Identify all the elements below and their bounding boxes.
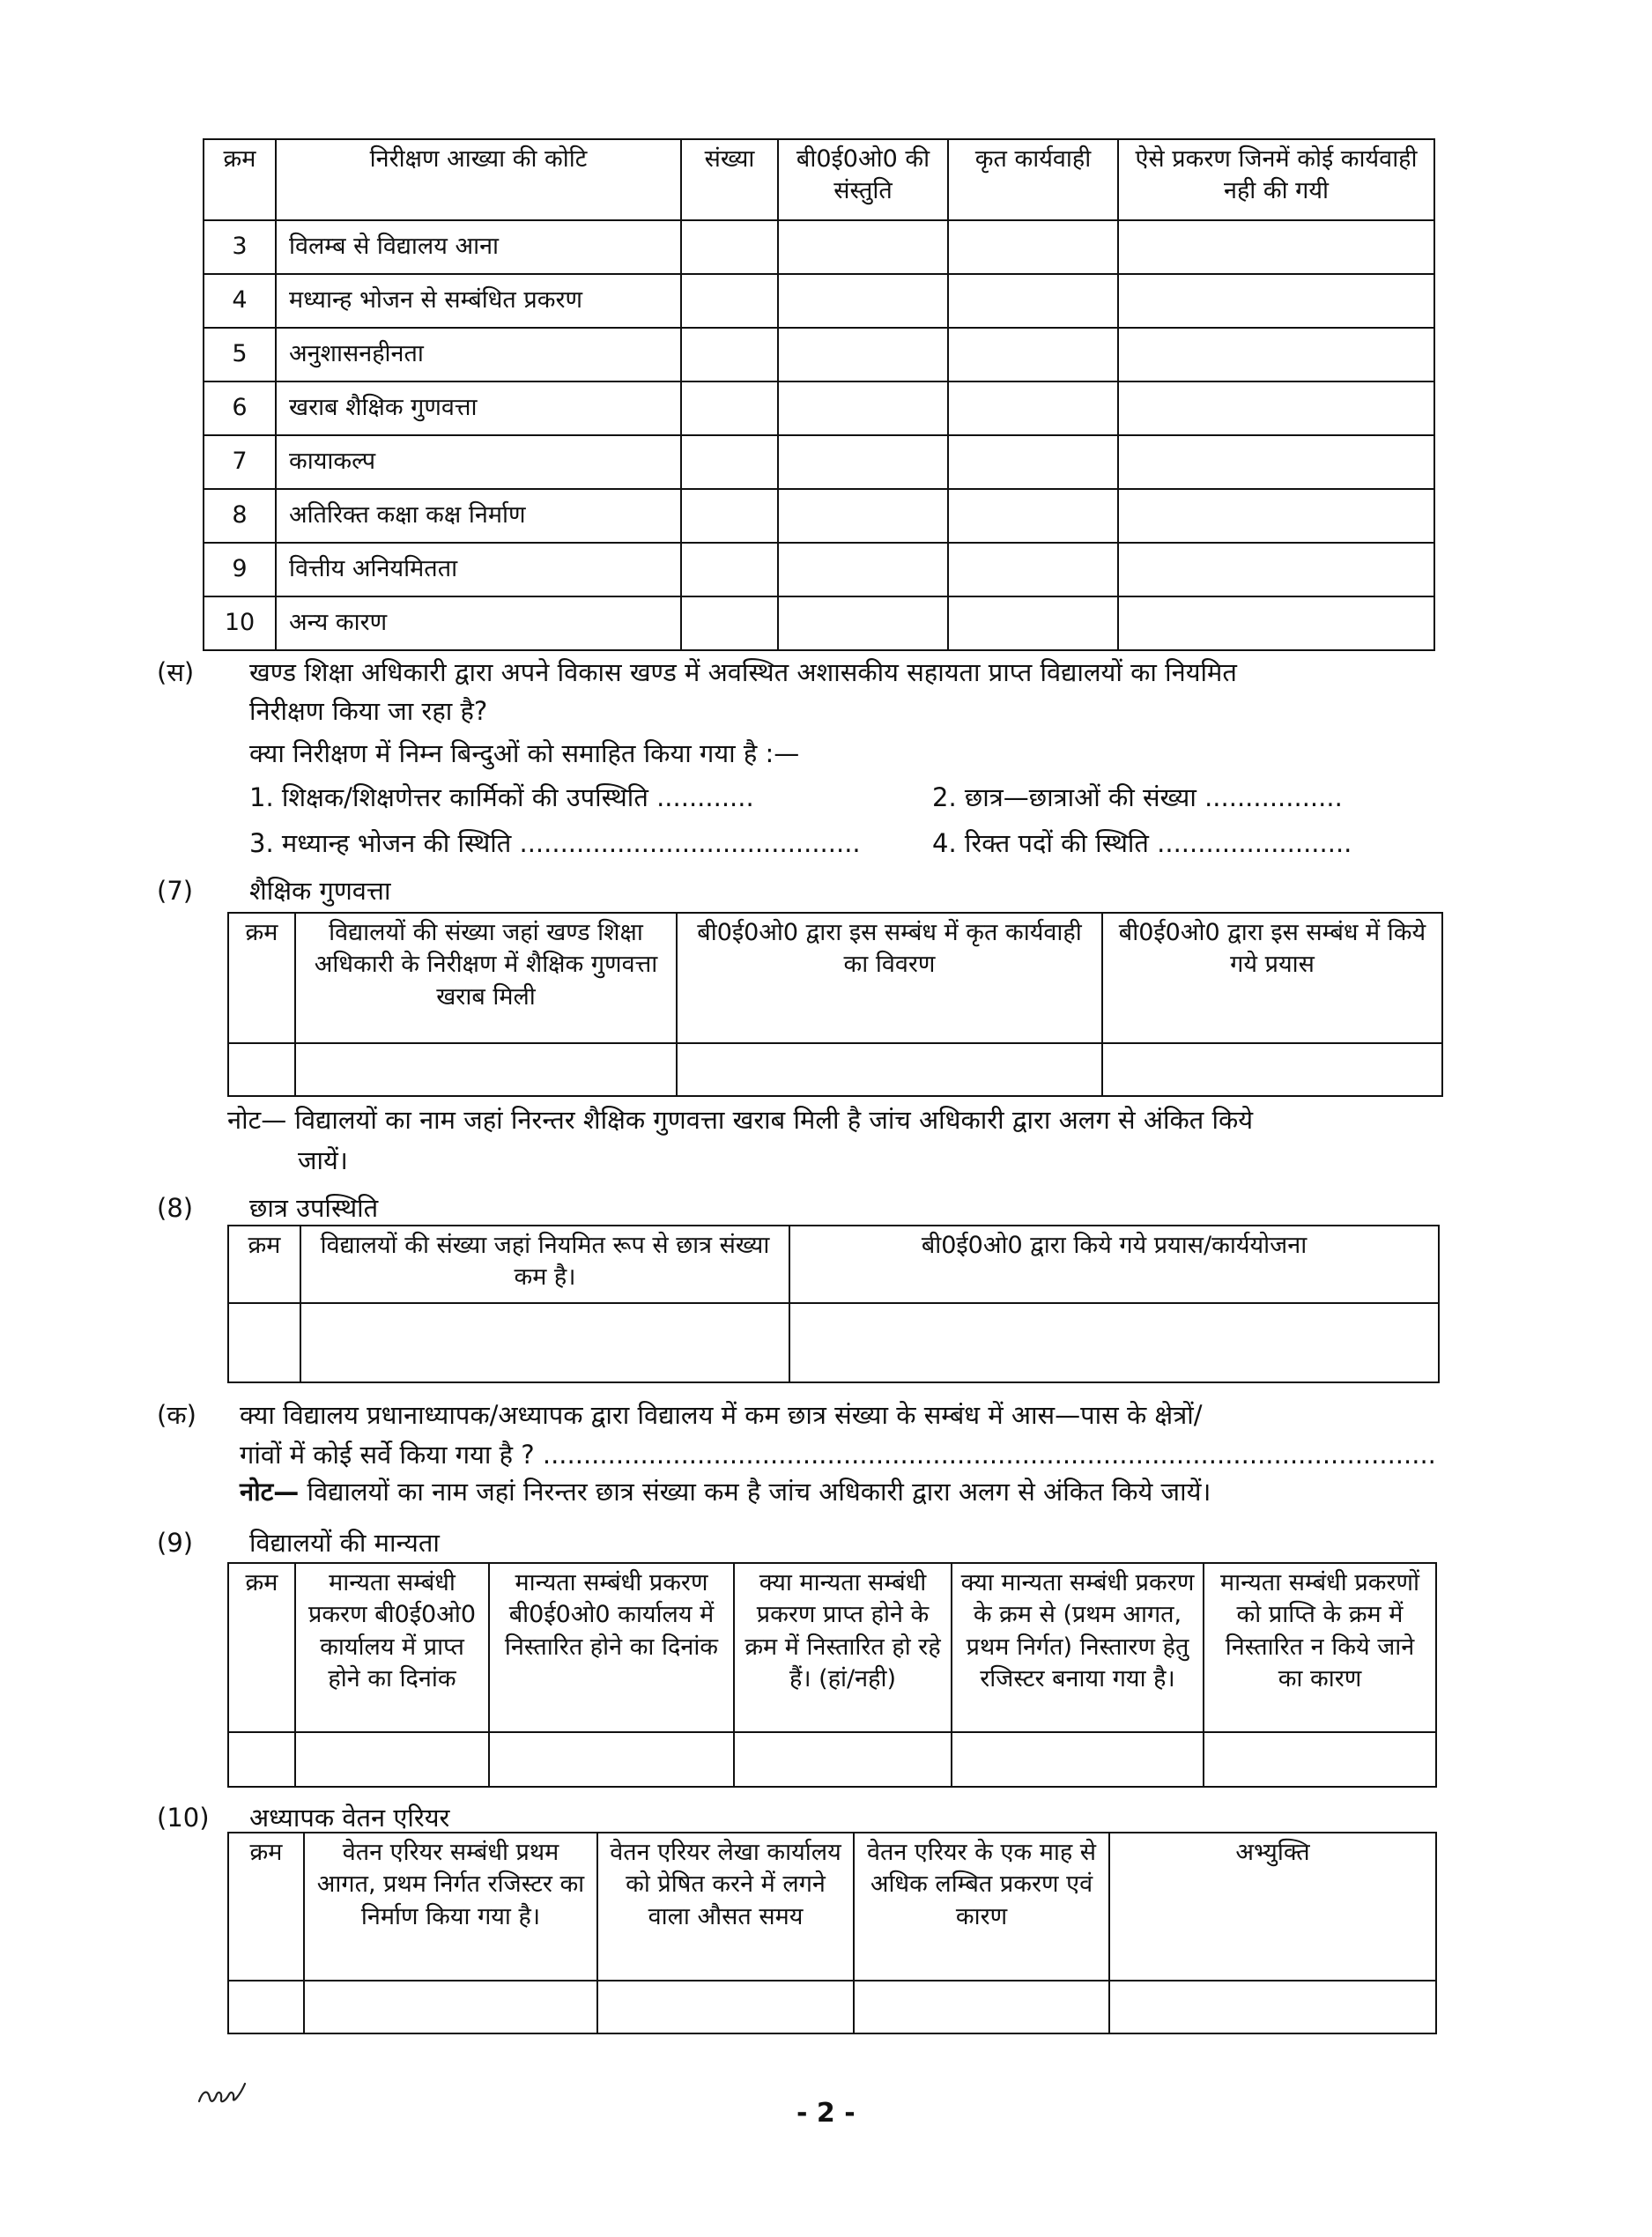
section-s-line1: खण्ड शिक्षा अधिकारी द्वारा अपने विकास खण्ड में अवस्थित अशासकीय सहायता प्राप्त विद्यालयों का नियमित <box>249 657 1237 687</box>
section-s-line2: निरीक्षण किया जा रहा है? <box>249 696 488 726</box>
empty-cell <box>948 435 1118 489</box>
empty-cell <box>597 1981 854 2033</box>
empty-cell <box>228 1043 295 1096</box>
empty-cell <box>681 435 778 489</box>
section-k-line1: क्या विद्यालय प्रधानाध्यापक/अध्यापक द्वारा विद्यालय में कम छात्र संख्या के सम्बंध में आस—पास के क्षेत्रों/ <box>240 1400 1203 1430</box>
table-header-row <box>228 1226 1439 1303</box>
empty-cell <box>948 543 1118 596</box>
row-number: 9 <box>204 543 276 596</box>
row-number: 5 <box>204 328 276 381</box>
section-7-note: नोट— विद्यालयों का नाम जहां निरन्तर शैक्षिक गुणवत्ता खराब मिली है जांच अधिकारी द्वारा अलग से अंकित किये <box>227 1105 1254 1135</box>
section-k-marker: (क) <box>157 1400 196 1430</box>
col-header-efforts: बी0ई0ओ0 द्वारा इस सम्बंध में किये गये प्रयास <box>1102 913 1442 1043</box>
table-header-row <box>204 139 1434 220</box>
table-row <box>204 220 1434 274</box>
section-10-marker: (10) <box>157 1803 210 1833</box>
empty-cell <box>295 1732 489 1787</box>
empty-cell <box>1118 328 1434 381</box>
section-9-marker: (9) <box>157 1528 194 1558</box>
table-row <box>228 1303 1439 1382</box>
col-header-no-action: ऐसे प्रकरण जिनमें कोई कार्यवाही नही की गयी <box>1118 139 1434 220</box>
empty-cell <box>854 1981 1109 2033</box>
col-header-count: संख्या <box>681 139 778 220</box>
row-label: खराब शैक्षिक गुणवत्ता <box>276 381 681 435</box>
col-header-kram: क्रम <box>228 1833 304 1981</box>
empty-cell <box>948 381 1118 435</box>
table-header-row <box>228 1563 1436 1732</box>
teacher-salary-arrear-table <box>227 1832 1437 2034</box>
empty-cell <box>681 328 778 381</box>
col-header-fifo-register: वेतन एरियर सम्बंधी प्रथम आगत, प्रथम निर्गत रजिस्टर का निर्माण किया गया है। <box>304 1833 597 1981</box>
empty-cell <box>1118 381 1434 435</box>
empty-cell <box>1204 1732 1436 1787</box>
empty-cell <box>778 274 948 328</box>
col-header-efforts-plan: बी0ई0ओ0 द्वारा किये गये प्रयास/कार्ययोजना <box>789 1226 1439 1303</box>
col-header-remarks: अभ्युक्ति <box>1109 1833 1436 1981</box>
empty-cell <box>948 220 1118 274</box>
col-header-action-taken: कृत कार्यवाही <box>948 139 1118 220</box>
table-header-row <box>228 913 1442 1043</box>
empty-cell <box>789 1303 1439 1382</box>
empty-cell <box>489 1732 734 1787</box>
empty-cell <box>295 1043 677 1096</box>
school-recognition-table <box>227 1562 1437 1788</box>
table-row <box>228 1043 1442 1096</box>
empty-cell <box>734 1732 952 1787</box>
table-row <box>228 1981 1436 2033</box>
empty-cell <box>681 220 778 274</box>
empty-cell <box>1118 220 1434 274</box>
checklist-item: 3. मध्यान्ह भोजन की स्थिति .......................................... <box>249 828 861 858</box>
empty-cell <box>778 328 948 381</box>
row-label: अतिरिक्त कक्षा कक्ष निर्माण <box>276 489 681 543</box>
table-row <box>204 435 1434 489</box>
empty-cell <box>1118 274 1434 328</box>
empty-cell <box>948 274 1118 328</box>
table-row <box>204 381 1434 435</box>
row-label: अनुशासनहीनता <box>276 328 681 381</box>
empty-cell <box>952 1732 1204 1787</box>
row-label: अन्य कारण <box>276 596 681 650</box>
row-number: 3 <box>204 220 276 274</box>
section-7-title: शैक्षिक गुणवत्ता <box>249 876 391 906</box>
empty-cell <box>778 435 948 489</box>
handwritten-initials <box>196 2075 248 2110</box>
empty-cell <box>681 381 778 435</box>
checklist-item: 2. छात्र—छात्राओं की संख्या ................. <box>932 782 1343 812</box>
section-7-marker: (7) <box>157 876 194 906</box>
empty-cell <box>948 328 1118 381</box>
empty-cell <box>948 489 1118 543</box>
page-number: - 2 - <box>796 2098 856 2129</box>
section-8-marker: (8) <box>157 1193 194 1223</box>
empty-cell <box>304 1981 597 2033</box>
empty-cell <box>1118 489 1434 543</box>
empty-cell <box>778 596 948 650</box>
row-number: 7 <box>204 435 276 489</box>
section-10-title: अध्यापक वेतन एरियर <box>249 1803 450 1833</box>
empty-cell <box>778 381 948 435</box>
col-header-disposed-date: मान्यता सम्बंधी प्रकरण बी0ई0ओ0 कार्यालय में निस्तारित होने का दिनांक <box>489 1563 734 1732</box>
col-header-kram: क्रम <box>228 1226 300 1303</box>
row-label: मध्यान्ह भोजन से सम्बंधित प्रकरण <box>276 274 681 328</box>
row-label: विलम्ब से विद्यालय आना <box>276 220 681 274</box>
empty-cell <box>681 489 778 543</box>
col-header-kram: क्रम <box>228 1563 295 1732</box>
col-header-kram: क्रम <box>204 139 276 220</box>
row-number: 4 <box>204 274 276 328</box>
table-row <box>204 274 1434 328</box>
table-row <box>204 596 1434 650</box>
empty-cell <box>228 1981 304 2033</box>
empty-cell <box>681 274 778 328</box>
inspection-category-table <box>203 138 1435 651</box>
empty-cell <box>1118 596 1434 650</box>
col-header-reason: मान्यता सम्बंधी प्रकरणों को प्राप्ति के क्रम में निस्तारित न किये जाने का कारण <box>1204 1563 1436 1732</box>
section-s-marker: (स) <box>157 657 195 687</box>
empty-cell <box>228 1303 300 1382</box>
col-header-average-time: वेतन एरियर लेखा कार्यालय को प्रेषित करने में लगने वाला औसत समय <box>597 1833 854 1981</box>
empty-cell <box>228 1732 295 1787</box>
section-k-note <box>240 1473 1211 1512</box>
note-label: नोट— <box>240 1477 300 1507</box>
table-header-row <box>228 1833 1436 1981</box>
empty-cell <box>778 220 948 274</box>
table-row <box>204 328 1434 381</box>
empty-cell <box>300 1303 789 1382</box>
col-header-action-details: बी0ई0ओ0 द्वारा इस सम्बंध में कृत कार्यवाही का विवरण <box>677 913 1102 1043</box>
empty-cell <box>948 596 1118 650</box>
empty-cell <box>778 489 948 543</box>
row-label: वित्तीय अनियमितता <box>276 543 681 596</box>
col-header-received-date: मान्यता सम्बंधी प्रकरण बी0ई0ओ0 कार्यालय में प्राप्त होने का दिनांक <box>295 1563 489 1732</box>
col-header-register: क्या मान्यता सम्बंधी प्रकरण के क्रम से (प्रथम आगत, प्रथम निर्गत) निस्तारण हेतु रजिस्टर बनाया गया है। <box>952 1563 1204 1732</box>
empty-cell <box>1118 543 1434 596</box>
col-header-kram: क्रम <box>228 913 295 1043</box>
empty-cell <box>677 1043 1102 1096</box>
col-header-low-enrollment: विद्यालयों की संख्या जहां नियमित रूप से छात्र संख्या कम है। <box>300 1226 789 1303</box>
row-number: 6 <box>204 381 276 435</box>
section-8-title: छात्र उपस्थिति <box>249 1193 379 1223</box>
empty-cell <box>681 596 778 650</box>
empty-cell <box>1109 1981 1436 2033</box>
table-row <box>204 543 1434 596</box>
col-header-pending-cases: वेतन एरियर के एक माह से अधिक लम्बित प्रकरण एवं कारण <box>854 1833 1109 1981</box>
row-number: 10 <box>204 596 276 650</box>
section-k-line2: गांवों में कोई सर्वे किया गया है ? .............................................................................................................. <box>240 1440 1436 1470</box>
col-header-school-count: विद्यालयों की संख्या जहां खण्ड शिक्षा अधिकारी के निरीक्षण में शैक्षिक गुणवत्ता खराब मिली <box>295 913 677 1043</box>
row-number: 8 <box>204 489 276 543</box>
checklist-item: 1. शिक्षक/शिक्षणेत्तर कार्मिकों की उपस्थिति ............ <box>249 782 754 812</box>
col-header-in-order: क्या मान्यता सम्बंधी प्रकरण प्राप्त होने के क्रम में निस्तारित हो रहे हैं। (हां/नही) <box>734 1563 952 1732</box>
col-header-beo-recommendation: बी0ई0ओ0 की संस्तुति <box>778 139 948 220</box>
empty-cell <box>1102 1043 1442 1096</box>
checklist-item: 4. रिक्त पदों की स्थिति ........................ <box>932 828 1352 858</box>
row-label: कायाकल्प <box>276 435 681 489</box>
section-9-title: विद्यालयों की मान्यता <box>249 1528 440 1558</box>
section-s-question: क्या निरीक्षण में निम्न बिन्दुओं को समाहित किया गया है :— <box>249 738 800 768</box>
empty-cell <box>1118 435 1434 489</box>
table-row <box>228 1732 1436 1787</box>
empty-cell <box>778 543 948 596</box>
empty-cell <box>681 543 778 596</box>
section-7-note-cont: जायें। <box>298 1145 348 1175</box>
note-text: विद्यालयों का नाम जहां निरन्तर छात्र संख्या कम है जांच अधिकारी द्वारा अलग से अंकित किये जायें। <box>299 1477 1211 1507</box>
table-row <box>204 489 1434 543</box>
academic-quality-table <box>227 912 1443 1097</box>
col-header-category: निरीक्षण आख्या की कोटि <box>276 139 681 220</box>
student-attendance-table <box>227 1225 1440 1383</box>
